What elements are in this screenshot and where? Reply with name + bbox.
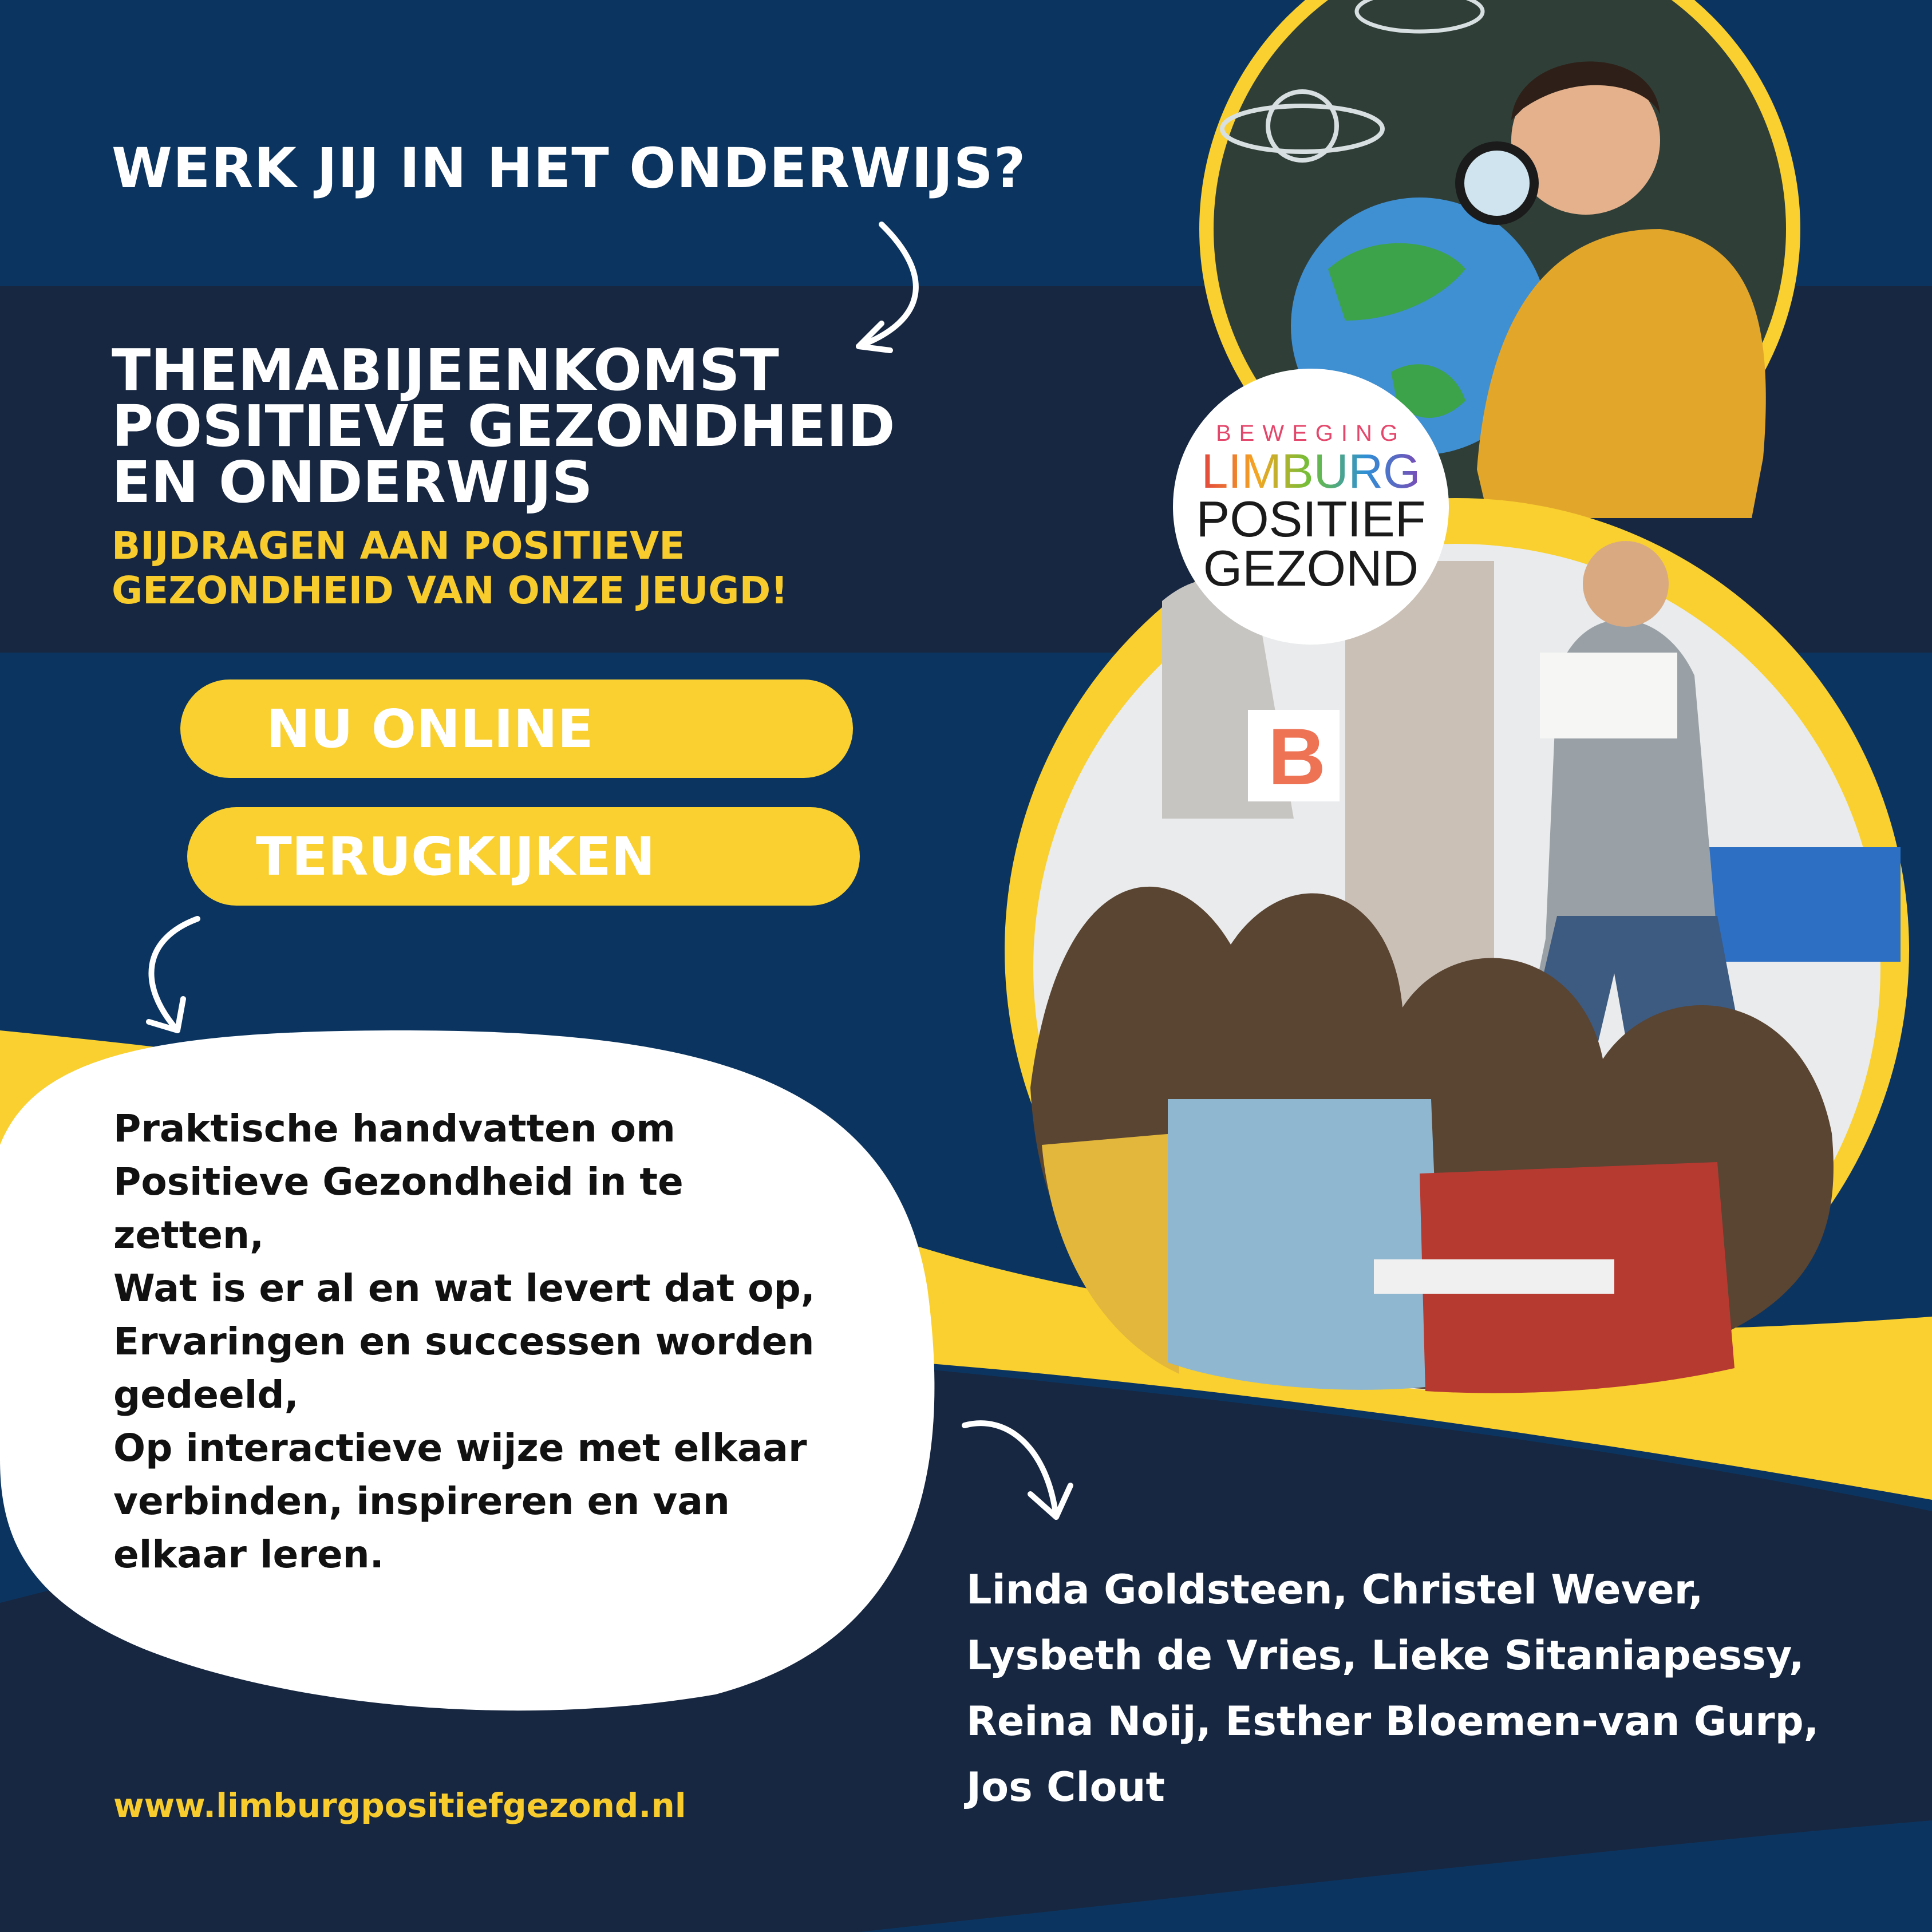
- description-line: Ervaringen en successen worden: [113, 1319, 815, 1364]
- event-title: [112, 337, 895, 516]
- description-line: elkaar leren.: [113, 1532, 384, 1577]
- event-subtitle-line: BIJDRAGEN AAN POSITIEVE: [112, 524, 685, 568]
- svg-text:LIMBURG: LIMBURG: [1201, 444, 1421, 498]
- speakers-line: Jos Clout: [966, 1764, 1165, 1811]
- arrow-2: [151, 919, 197, 1030]
- logo-beweging: BEWEGING: [1215, 420, 1406, 446]
- event-title-line: POSITIEVE GEZONDHEID: [112, 393, 895, 460]
- logo: [1176, 372, 1445, 641]
- description-line: gedeeld,: [113, 1373, 299, 1417]
- event-subtitle-line: GEZONDHEID VAN ONZE JEUGD!: [112, 568, 788, 613]
- logo-gezond: GEZOND: [1203, 539, 1419, 596]
- logo-limburg: [1201, 444, 1421, 498]
- speakers-list: [966, 1557, 1819, 1820]
- description-line: zetten,: [113, 1213, 264, 1257]
- description-line: Praktische handvatten om: [113, 1107, 675, 1151]
- magnifier: [1460, 146, 1534, 220]
- program-description: [113, 1102, 926, 1581]
- logo-positief: POSITIEF: [1196, 490, 1426, 547]
- website-link[interactable]: www.limburgpositiefgezond.nl: [113, 1786, 686, 1825]
- now-online-button[interactable]: NU ONLINE: [180, 679, 853, 778]
- speakers-line: Reina Noij, Esther Bloemen-van Gurp,: [966, 1698, 1819, 1745]
- svg-text:B: B: [1268, 712, 1326, 801]
- headline-question: WERK JIJ IN HET ONDERWIJS?: [112, 136, 1026, 200]
- event-title-line: EN ONDERWIJS: [112, 449, 593, 516]
- speakers-line: Linda Goldsteen, Christel Wever,: [966, 1566, 1704, 1613]
- description-line: Op interactieve wijze met elkaar: [113, 1426, 807, 1470]
- arrow-1: [859, 224, 916, 346]
- speakers-line: Lysbeth de Vries, Lieke Sitaniapessy,: [966, 1632, 1804, 1679]
- description-line: Positieve Gezondheid in te: [113, 1160, 683, 1204]
- event-subtitle: [112, 524, 788, 613]
- classroom-photo-circle: [1005, 498, 1909, 1402]
- description-line: Wat is er al en wat levert dat op,: [113, 1266, 815, 1310]
- description-line: verbinden, inspireren en van: [113, 1479, 730, 1523]
- rewatch-button[interactable]: TERUGKIJKEN: [187, 807, 860, 906]
- event-title-line: THEMABIJEENKOMST: [112, 337, 779, 404]
